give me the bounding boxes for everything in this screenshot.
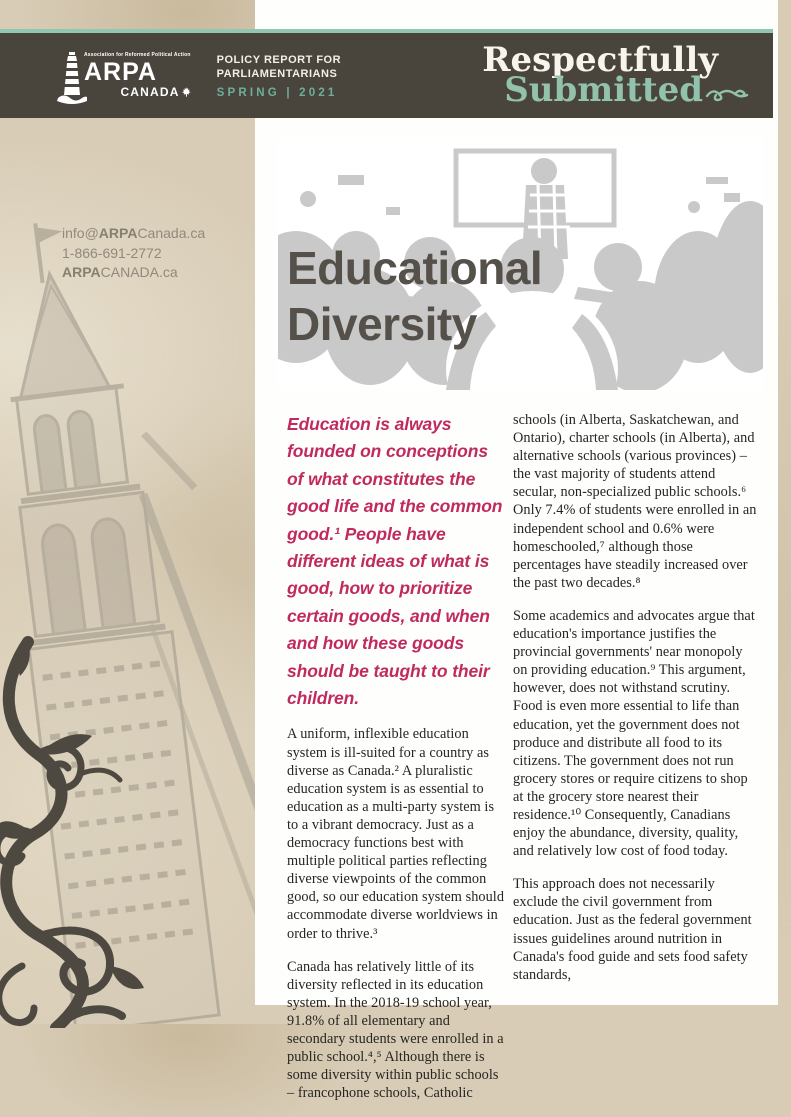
body-paragraph: Some academics and advocates argue that education's importance justifies the provincial governments' near monopoly on providing education.⁹ This argument, however, does not withstand scrutiny. Food is even more essential to life than education, yet the government does not produce and distribute all food to its citizens. The government does not run grocery stores or require citizens to shop at the grocery store nearest their residence.¹⁰ Consequently, Canadians enjoy the abundance, diversity, quality, and relatively low cost of food today. [513,607,755,860]
body-paragraph: Canada has relatively little of its diversity reflected in its education system. In the 2018-19 school year, 91.8% of all elementary and secondary students were enrolled in a public school.⁴,⁵ Although there is some diversity within public schools – francophone schools, Catholic [287,958,504,1102]
article-title [287,240,542,352]
text-column-right [513,411,757,999]
masthead-flourish-icon [705,86,751,102]
kicker-line-1: POLICY REPORT FOR [216,53,342,66]
kicker-line-2: PARLIAMENTARIANS [216,68,338,80]
contact-email [62,224,205,244]
body-paragraph: schools (in Alberta, Saskatchewan, and Ontario), charter schools (in Alberta), and alternative schools (various provinces) – the vast majority of students attend secular, non-specialized public schools.⁶ Only 7.4% of students were enrolled in an independent school and 0.6% were homeschooled,⁷ although those percentages have steadily increased over the past two decades.⁸ [513,412,757,591]
body-paragraph: This approach does not necessarily exclude the civil government from education. Just as the federal government issues guidelines around nutrition in Canada's food guide and sets food safety standards, [513,876,752,983]
contact-website [62,263,205,283]
contact-email-bold: ARPA [98,225,138,241]
article-title-line-1: Educational [287,242,543,294]
masthead-bar [0,29,773,118]
publication-title-line-1: Respectfully [482,39,719,80]
logo-arpa-text: ARPA [84,58,157,86]
contact-phone: 1-866-691-2772 [62,244,162,261]
logo-org-small-text: Association for Reformed Political Action [84,52,191,58]
body-paragraph: A uniform, inflexible education system is ill-suited for a country as diverse as Canada.² A pluralistic education system is as essential to education as a multi-party system is to a vibrant democracy. Just as a democracy functions best with multiple political parties reflecting diverse viewpoints of the common good, so our education system should accommodate diverse worldviews in order to thrive.³ [287,726,505,942]
contact-web-post: CANADA.ca [100,264,178,280]
text-column-left [287,411,505,1117]
article-title-line-2: Diversity [287,298,477,350]
publication-title-line-2: Submitted [504,69,703,110]
publication-title [482,39,751,110]
maple-leaf-icon [181,87,191,97]
scroll-flourish-ornament [0,636,150,1028]
lede-paragraph: Education is always founded on conceptions of what constitutes the good life and the common good.¹ People have different ideas of what is good, how to prioritize certain goods, and when and how these goods should be taught to their children. [287,414,503,709]
logo-canada-text: CANADA [120,85,180,99]
contact-email-post: Canada.ca [137,225,206,241]
contact-block [62,224,205,283]
issue-label: SPRING | 2021 [216,86,338,99]
report-kicker [217,53,341,99]
arpa-logo [56,48,191,104]
contact-web-bold: ARPA [62,264,101,280]
contact-email-pre: info@ [62,225,99,241]
